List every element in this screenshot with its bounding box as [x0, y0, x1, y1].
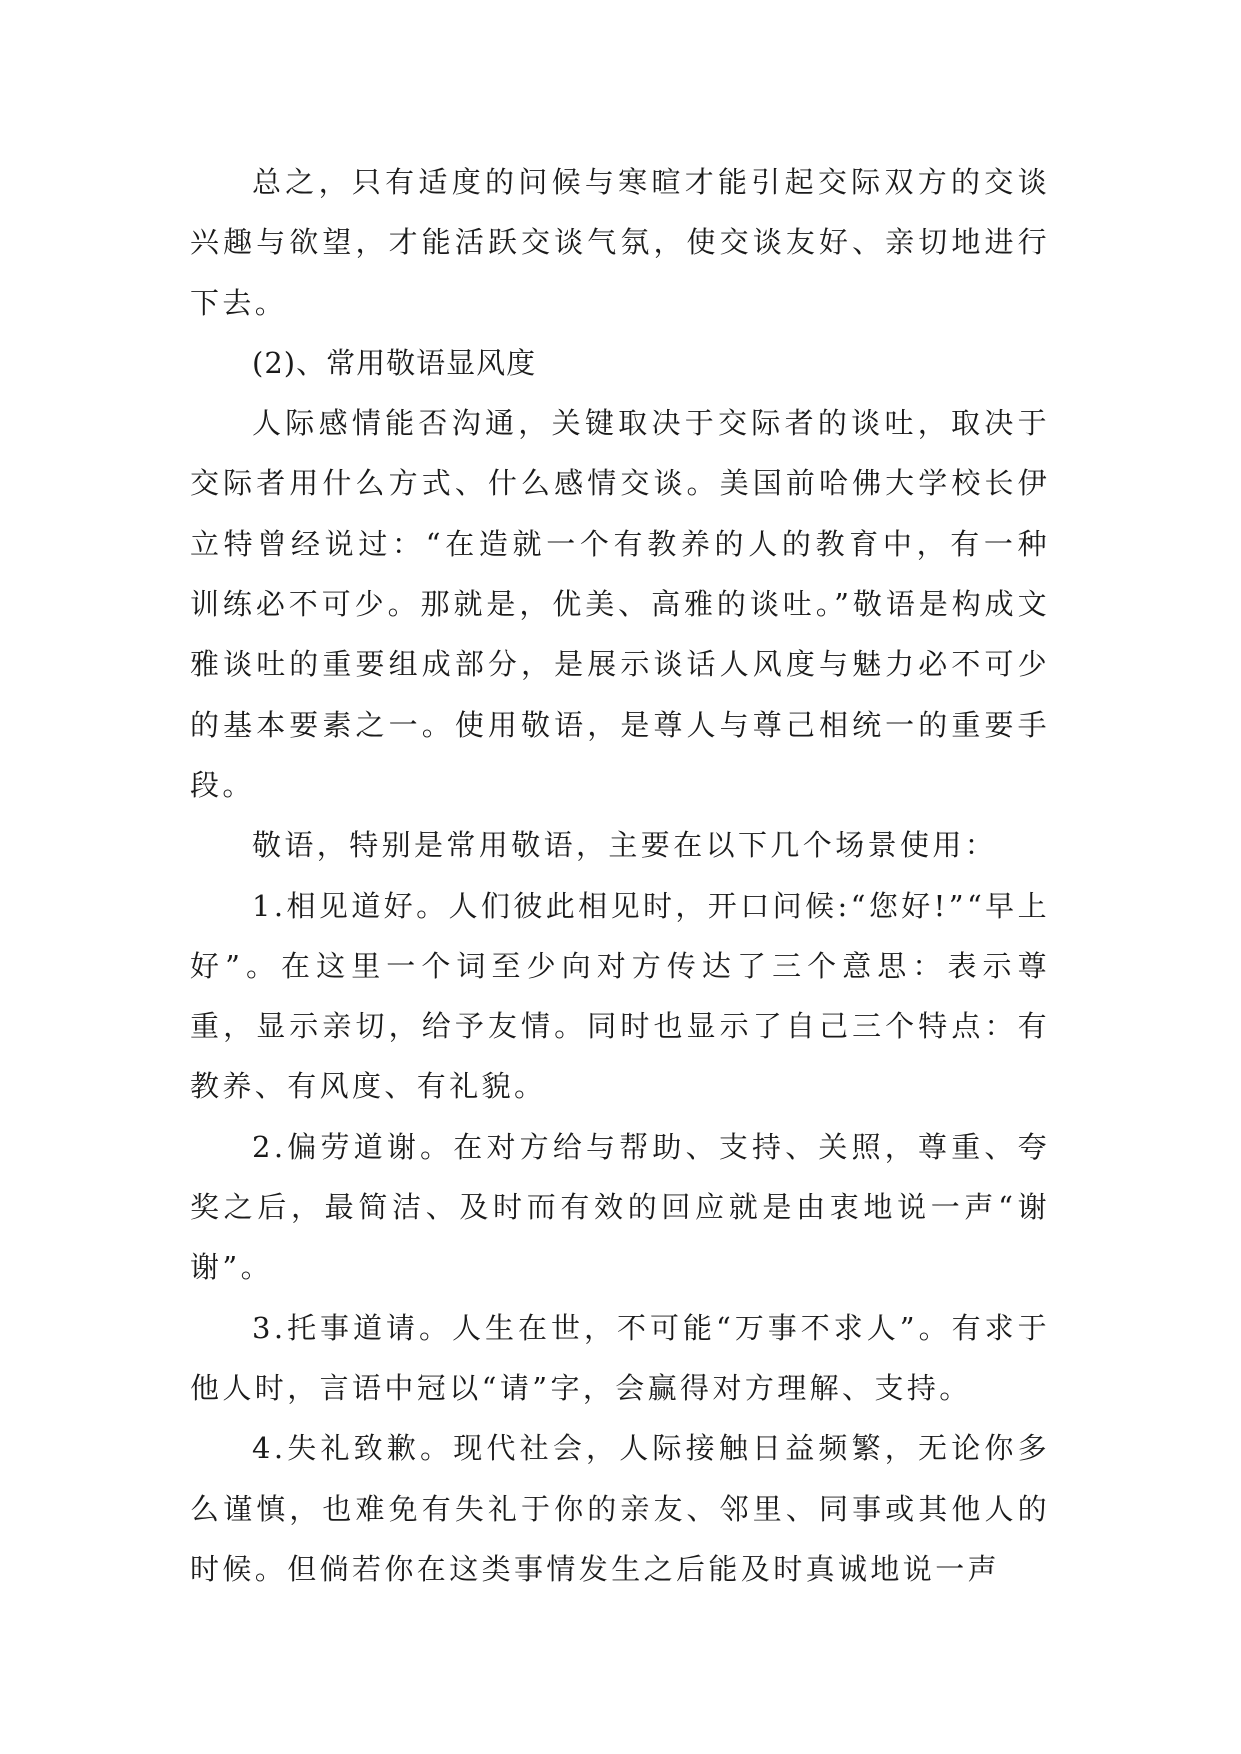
- list-item-request: 3.托事道请。人生在世，不可能“万事不求人”。有求于他人时，言语中冠以“请”字，会赢得对方理解、支持。: [190, 1310, 1050, 1405]
- paragraph-intro: 人际感情能否沟通，关键取决于交际者的谈吐，取决于交际者用什么方式、什么感情交谈。美国前哈佛大学校长伊立特曾经说过：“在造就一个有教养的人的教育中，有一种训练必不可少。那就是，优美、高雅的谈吐。”敬语是构成文雅谈吐的重要组成部分，是展示谈话人风度与魅力必不可少的基本要素之一。使用敬语，是尊人与尊己相统一的重要手段。: [190, 406, 1050, 802]
- document-body: [190, 152, 1050, 1599]
- paragraph-summary: 总之，只有适度的问候与寒暄才能引起交际双方的交谈兴趣与欲望，才能活跃交谈气氛，使交谈友好、亲切地进行下去。: [190, 165, 1050, 320]
- paragraph-scenarios: 敬语，特别是常用敬语，主要在以下几个场景使用：: [252, 828, 998, 863]
- list-item-greeting: 1.相见道好。人们彼此相见时，开口问候:“您好!”“早上好”。在这里一个词至少向对方传达了三个意思：表示尊重，显示亲切，给予友情。同时也显示了自己三个特点：有教养、有风度、有礼貌。: [190, 888, 1050, 1104]
- section-heading: (2)、常用敬语显风度: [252, 345, 537, 380]
- list-item-apology: 4.失礼致歉。现代社会，人际接触日益频繁，无论你多么谨慎，也难免有失礼于你的亲友、邻里、同事或其他人的时候。但倘若你在这类事情发生之后能及时真诚地说一声: [190, 1431, 1050, 1586]
- list-item-thanks: 2.偏劳道谢。在对方给与帮助、支持、关照，尊重、夸奖之后，最简洁、及时而有效的回应就是由衷地说一声“谢谢”。: [190, 1129, 1050, 1285]
